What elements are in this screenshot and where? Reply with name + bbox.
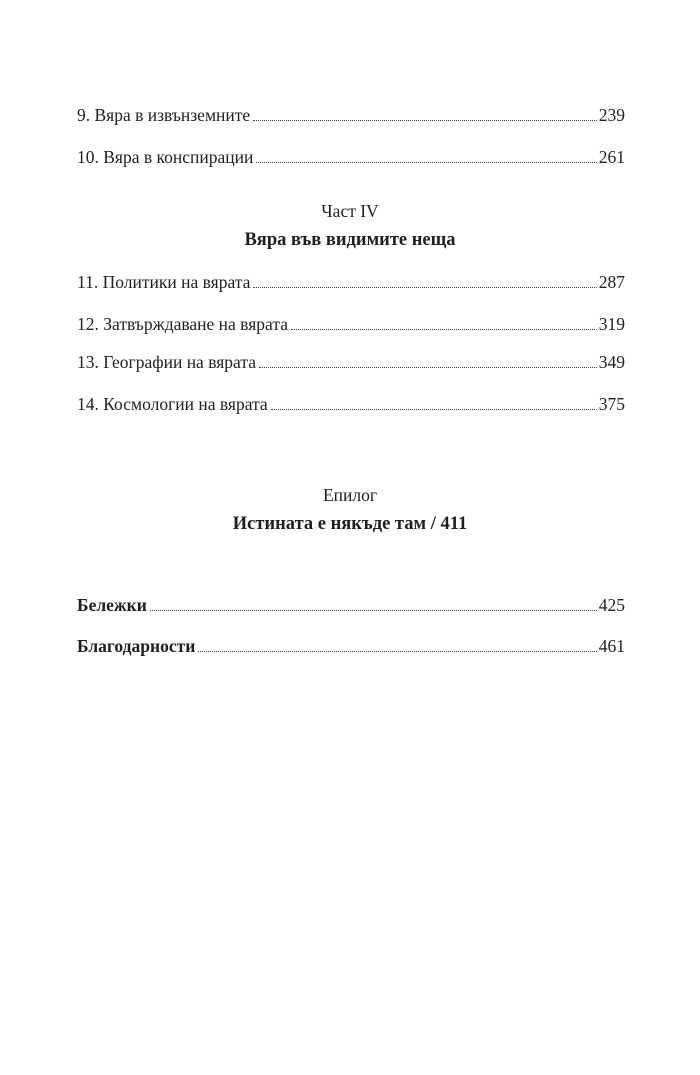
part-iv-label: Част IV	[321, 201, 379, 221]
dot-leader	[198, 651, 596, 652]
dot-leader	[256, 162, 596, 163]
toc-entry-title: Бележки	[77, 595, 147, 615]
toc-entry-14	[77, 393, 625, 415]
toc-entry-page: 239	[598, 105, 625, 125]
dot-leader	[253, 120, 597, 121]
toc-entry-page: 461	[598, 636, 625, 656]
dot-leader	[259, 367, 597, 368]
toc-entry-notes	[77, 594, 625, 616]
toc-entry-page: 349	[598, 352, 625, 372]
epilogue-title: Истината е някъде там / 411	[232, 514, 468, 534]
toc-entry-page: 261	[598, 147, 625, 167]
epilogue-label: Епилог	[322, 485, 378, 505]
toc-entry-page: 375	[598, 394, 625, 414]
toc-entry-9	[77, 104, 625, 126]
toc-entry-page: 319	[598, 314, 625, 334]
toc-entry-title: 10. Вяра в конспирации	[77, 147, 254, 167]
toc-entry-13	[77, 351, 625, 373]
dot-leader	[150, 610, 597, 611]
toc-entry-title: 9. Вяра в извънземните	[77, 105, 251, 125]
dot-leader	[271, 409, 597, 410]
toc-entry-11	[77, 271, 625, 293]
toc-entry-12	[77, 313, 625, 335]
toc-entry-title: 14. Космологии на вярата	[77, 394, 268, 414]
toc-entry-title: Благодарности	[77, 636, 196, 656]
toc-entry-acknowledgements	[77, 635, 625, 657]
toc-entry-title: 11. Политики на вярата	[77, 272, 251, 292]
toc-entry-10	[77, 146, 625, 168]
part-iv-title: Вяра във видимите неща	[244, 230, 456, 250]
toc-entry-page: 287	[598, 272, 625, 292]
dot-leader	[291, 329, 597, 330]
dot-leader	[253, 287, 596, 288]
toc-entry-page: 425	[598, 595, 625, 615]
toc-entry-title: 13. Географии на вярата	[77, 352, 256, 372]
toc-entry-title: 12. Затвърждаване на вярата	[77, 314, 288, 334]
